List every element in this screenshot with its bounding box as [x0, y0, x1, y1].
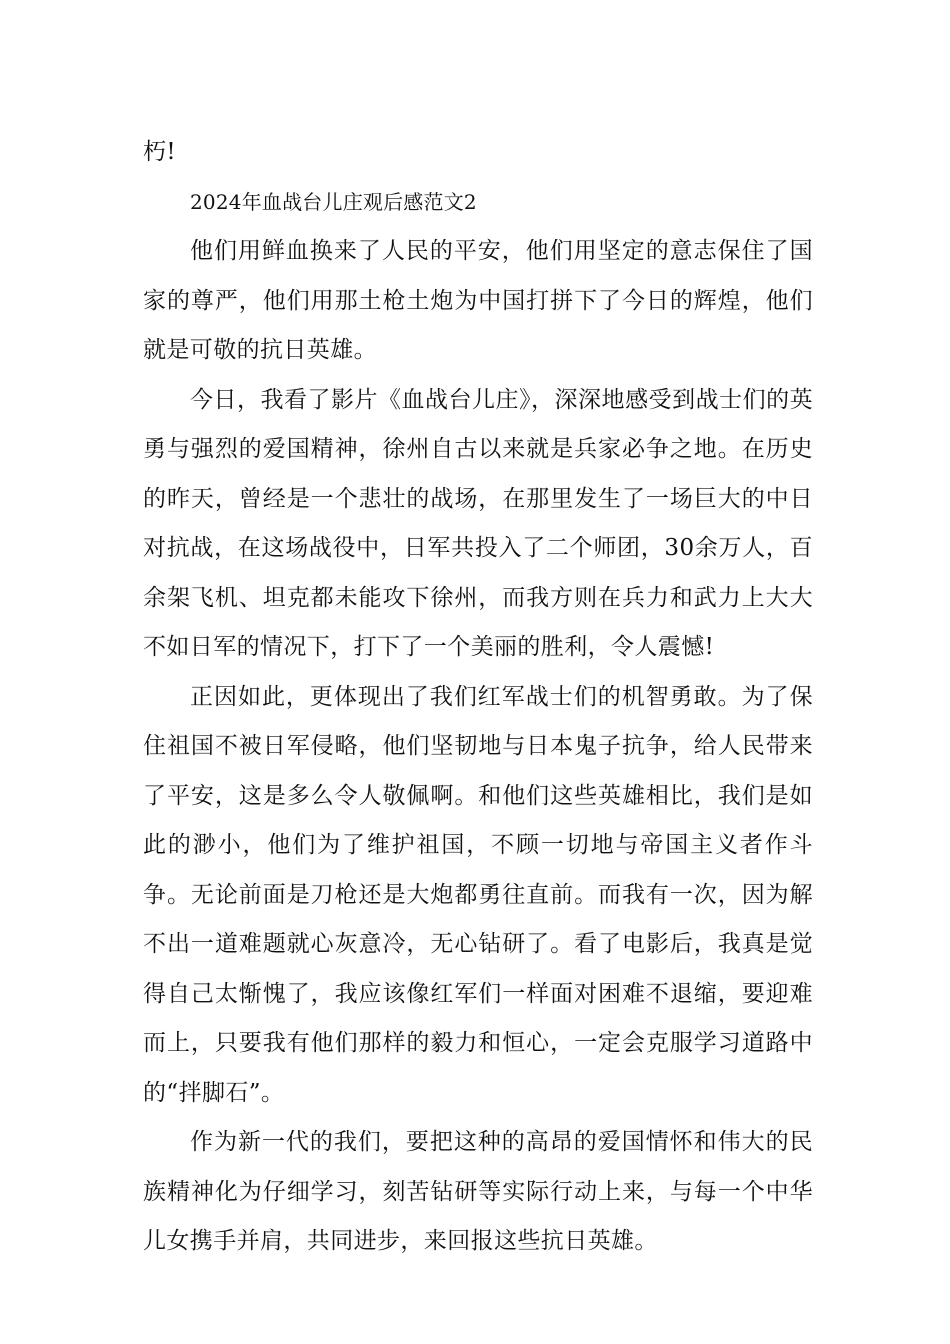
essay-heading: 2024年血战台儿庄观后感范文2 — [190, 189, 477, 214]
paragraph-1: 他们用鲜血换来了人民的平安，他们用坚定的意志保住了国家的尊严，他们用那土枪土炮为中国打拼下了今日的辉煌，他们就是可敬的抗日英雄。 — [143, 238, 813, 363]
document-body — [143, 128, 813, 1267]
paragraph-2: 今日，我看了影片《血战台儿庄》，深深地感受到战士们的英勇与强烈的爱国精神，徐州自古以来就是兵家必争之地。在历史的昨天，曾经是一个悲壮的战场，在那里发生了一场巨大的中日对抗战，在这场战役中，日军共投入了二个师团，30余万人，百余架飞机、坦克都未能攻下徐州，而我方则在兵力和武力上大大不如日军的情况下，打下了一个美丽的胜利，令人震憾! — [143, 386, 813, 660]
continuation-text: 朽! — [143, 139, 177, 165]
paragraph-4: 作为新一代的我们，要把这种的高昂的爱国情怀和伟大的民族精神化为仔细学习，刻苦钻研等实际行动上来，与每一个中华儿女携手并肩，共同进步，来回报这些抗日英雄。 — [143, 1129, 813, 1254]
paragraph-3: 正因如此，更体现出了我们红军战士们的机智勇敢。为了保住祖国不被日军侵略，他们坚韧地与日本鬼子抗争，给人民带来了平安，这是多么令人敬佩啊。和他们这些英雄相比，我们是如此的渺小，他们为了维护祖国，不顾一切地与帝国主义者作斗争。无论前面是刀枪还是大炮都勇往直前。而我有一次，因为解不出一道难题就心灰意冷，无心钻研了。看了电影后，我真是觉得自己太惭愧了，我应该像红军们一样面对困难不退缩，要迎难而上，只要我有他们那样的毅力和恒心，一定会克服学习道路中的“拌脚石”。 — [143, 683, 813, 1106]
